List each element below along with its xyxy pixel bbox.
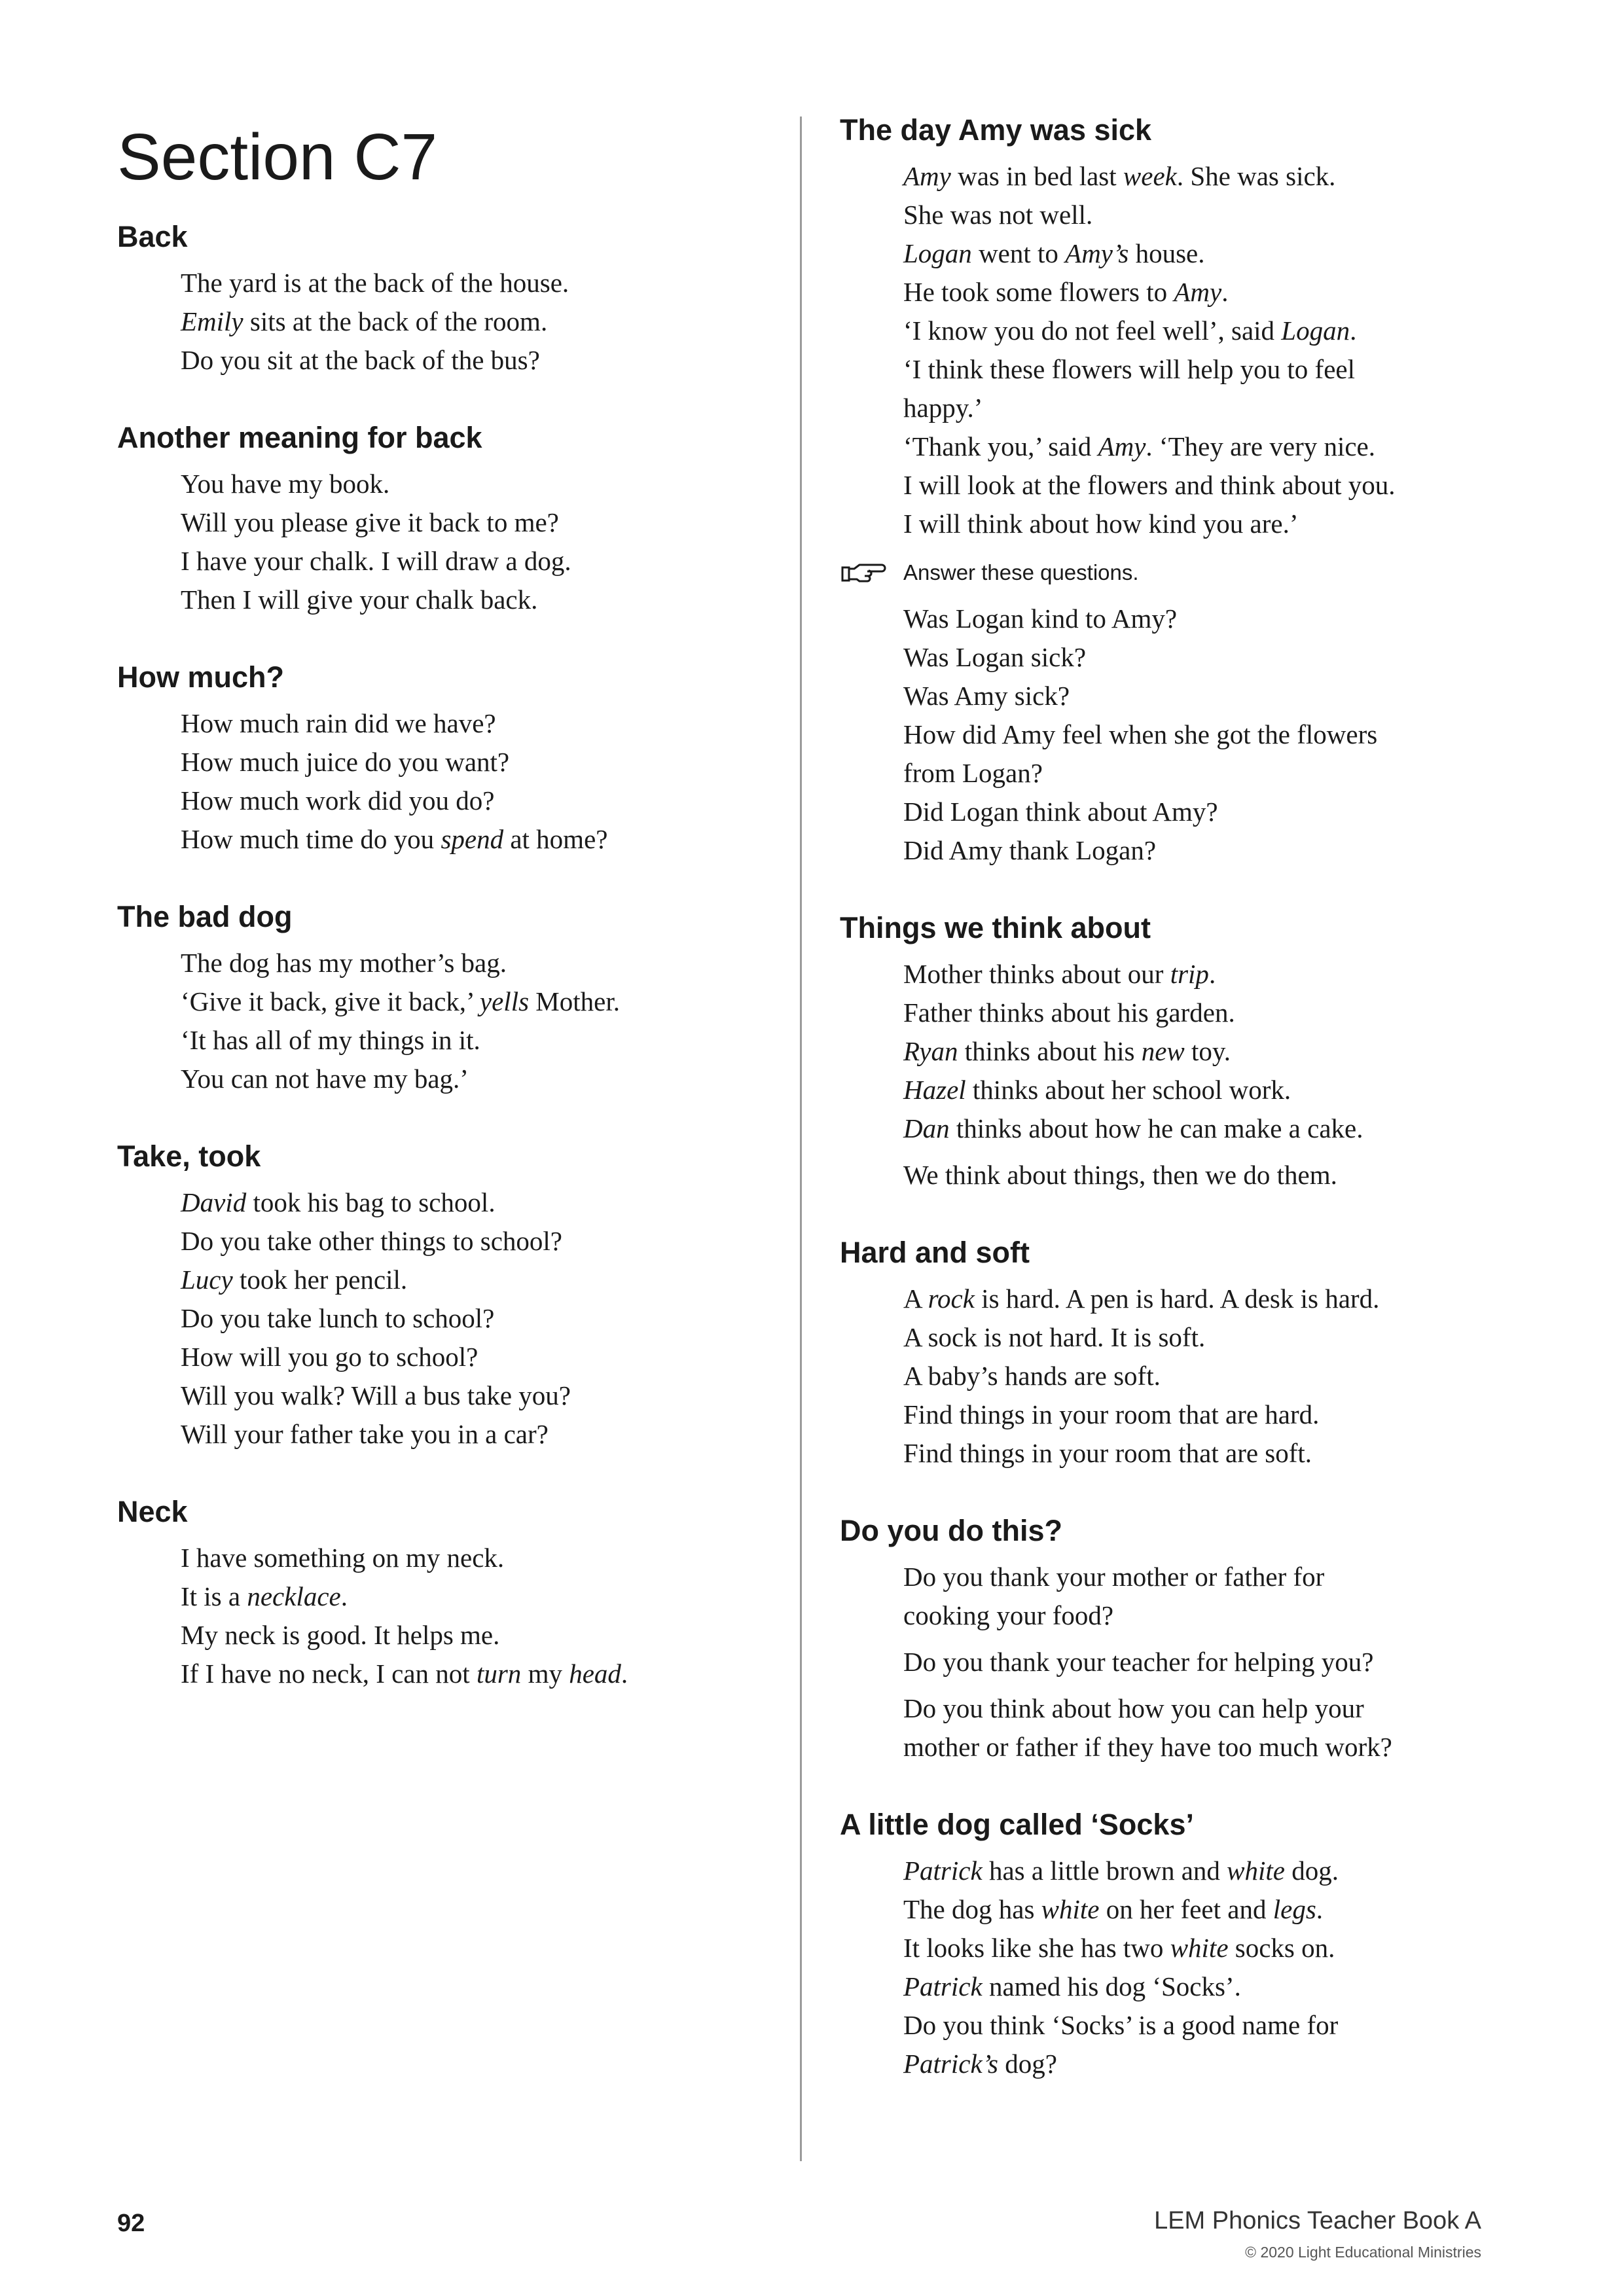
text-line: She was not well. [903, 200, 1093, 230]
section-the-day-amy-was-sick [840, 111, 1534, 870]
text-line: I have your chalk. I will draw a dog. [181, 546, 571, 576]
text-line: Do you sit at the back of the bus? [181, 345, 540, 375]
text-line: Will you please give it back to me? [181, 507, 559, 537]
text-line: ‘It has all of my things in it. [181, 1025, 480, 1055]
section-heading: Things we think about [840, 911, 1151, 944]
text-line: The dog has my mother’s bag. [181, 948, 507, 978]
text-line: Did Amy thank Logan? [903, 835, 1157, 865]
section-neck [117, 1493, 772, 1693]
book-title: LEM Phonics Teacher Book A [1154, 2207, 1481, 2234]
section-heading: How much? [117, 660, 284, 694]
section-how-much [117, 658, 772, 859]
section-take-took [117, 1138, 772, 1454]
text-line: Lucy took her pencil. [181, 1265, 408, 1295]
section-heading: Back [117, 220, 188, 253]
section-heading: Take, took [117, 1139, 261, 1173]
text-line: Do you think ‘Socks’ is a good name for [903, 2010, 1339, 2040]
text-line: If I have no neck, I can not turn my head. [181, 1659, 628, 1689]
text-line: Do you thank your teacher for helping you? [903, 1647, 1374, 1677]
text-line: A baby’s hands are soft. [903, 1361, 1161, 1391]
text-line: Amy was in bed last week. She was sick. [903, 161, 1336, 191]
text-line: ‘I know you do not feel well’, said Logan. [903, 315, 1357, 346]
section-heading: A little dog called ‘Socks’ [840, 1808, 1194, 1841]
text-line: I will think about how kind you are.’ [903, 509, 1299, 539]
section-the-bad-dog [117, 898, 772, 1098]
text-line: How much time do you spend at home? [181, 824, 608, 854]
pointing-hand-icon [840, 557, 890, 588]
section-heading: Do you do this? [840, 1514, 1062, 1547]
section-heading: Neck [117, 1495, 188, 1528]
text-line: How did Amy feel when she got the flowers [903, 719, 1378, 749]
section-another-meaning-for-back [117, 419, 772, 619]
text-line: Patrick’s dog? [903, 2049, 1057, 2079]
section-heading: The day Amy was sick [840, 113, 1152, 147]
text-line: Will your father take you in a car? [181, 1419, 549, 1449]
section-heading: Hard and soft [840, 1236, 1030, 1269]
section-do-you-do-this [840, 1512, 1534, 1767]
text-line: Hazel thinks about her school work. [903, 1075, 1291, 1105]
text-line: He took some flowers to Amy. [903, 277, 1229, 307]
left-column [117, 111, 772, 1732]
text-line: Emily sits at the back of the room. [181, 306, 548, 336]
text-line: ‘Give it back, give it back,’ yells Mother. [181, 986, 620, 1016]
section-heading: Another meaning for back [117, 421, 482, 454]
text-line: The dog has white on her feet and legs. [903, 1894, 1324, 1924]
text-line: How much rain did we have? [181, 708, 496, 738]
section-things-we-think-about [840, 909, 1534, 1194]
text-line: You can not have my bag.’ [181, 1064, 469, 1094]
text-line: mother or father if they have too much work? [903, 1732, 1392, 1762]
text-line: Do you take other things to school? [181, 1226, 563, 1256]
page-title: Section C7 [117, 120, 438, 194]
text-line: Do you take lunch to school? [181, 1303, 495, 1333]
text-line: Ryan thinks about his new toy. [903, 1036, 1231, 1066]
text-line: Will you walk? Will a bus take you? [181, 1380, 571, 1410]
text-line: I have something on my neck. [181, 1543, 505, 1573]
section-hard-and-soft [840, 1234, 1534, 1473]
text-line: Father thinks about his garden. [903, 997, 1235, 1028]
text-line: Did Logan think about Amy? [903, 797, 1218, 827]
column-divider [800, 117, 802, 2161]
text-line: Dan thinks about how he can make a cake. [903, 1113, 1363, 1143]
text-line: David took his bag to school. [181, 1187, 496, 1217]
text-line: Find things in your room that are hard. [903, 1399, 1320, 1429]
text-line: ‘I think these flowers will help you to feel [903, 354, 1355, 384]
instruction [840, 556, 1534, 589]
text-line: You have my book. [181, 469, 390, 499]
copyright: © 2020 Light Educational Ministries [1245, 2244, 1481, 2261]
text-line: It looks like she has two white socks on. [903, 1933, 1335, 1963]
text-line: Was Logan kind to Amy? [903, 603, 1178, 634]
text-line: How much juice do you want? [181, 747, 510, 777]
text-line: A rock is hard. A pen is hard. A desk is hard. [903, 1283, 1380, 1314]
text-line: ‘Thank you,’ said Amy. ‘They are very nice. [903, 431, 1376, 461]
text-line: The yard is at the back of the house. [181, 268, 569, 298]
text-line: from Logan? [903, 758, 1043, 788]
text-line: Then I will give your chalk back. [181, 584, 538, 615]
text-line: How much work did you do? [181, 785, 495, 816]
text-line: happy.’ [903, 393, 983, 423]
text-line: A sock is not hard. It is soft. [903, 1322, 1206, 1352]
text-line: Do you thank your mother or father for [903, 1562, 1325, 1592]
section-heading: The bad dog [117, 900, 293, 933]
right-column [840, 111, 1534, 2123]
text-line: Patrick named his dog ‘Socks’. [903, 1971, 1241, 2001]
text-line: My neck is good. It helps me. [181, 1620, 500, 1650]
section-a-little-dog-called-socks [840, 1806, 1534, 2083]
instruction-text: Answer these questions. [903, 560, 1139, 584]
text-line: It is a necklace. [181, 1581, 348, 1611]
text-line: Logan went to Amy’s house. [903, 238, 1205, 268]
text-line: I will look at the flowers and think about you. [903, 470, 1396, 500]
text-line: Was Logan sick? [903, 642, 1087, 672]
text-line: How will you go to school? [181, 1342, 478, 1372]
text-line: Patrick has a little brown and white dog. [903, 1856, 1339, 1886]
text-line: We think about things, then we do them. [903, 1160, 1337, 1190]
section-back [117, 218, 772, 380]
text-line: Was Amy sick? [903, 681, 1070, 711]
text-line: Find things in your room that are soft. [903, 1438, 1312, 1468]
page-number: 92 [117, 2210, 145, 2237]
text-line: cooking your food? [903, 1600, 1114, 1630]
text-line: Mother thinks about our trip. [903, 959, 1216, 989]
text-line: Do you think about how you can help your [903, 1693, 1364, 1723]
